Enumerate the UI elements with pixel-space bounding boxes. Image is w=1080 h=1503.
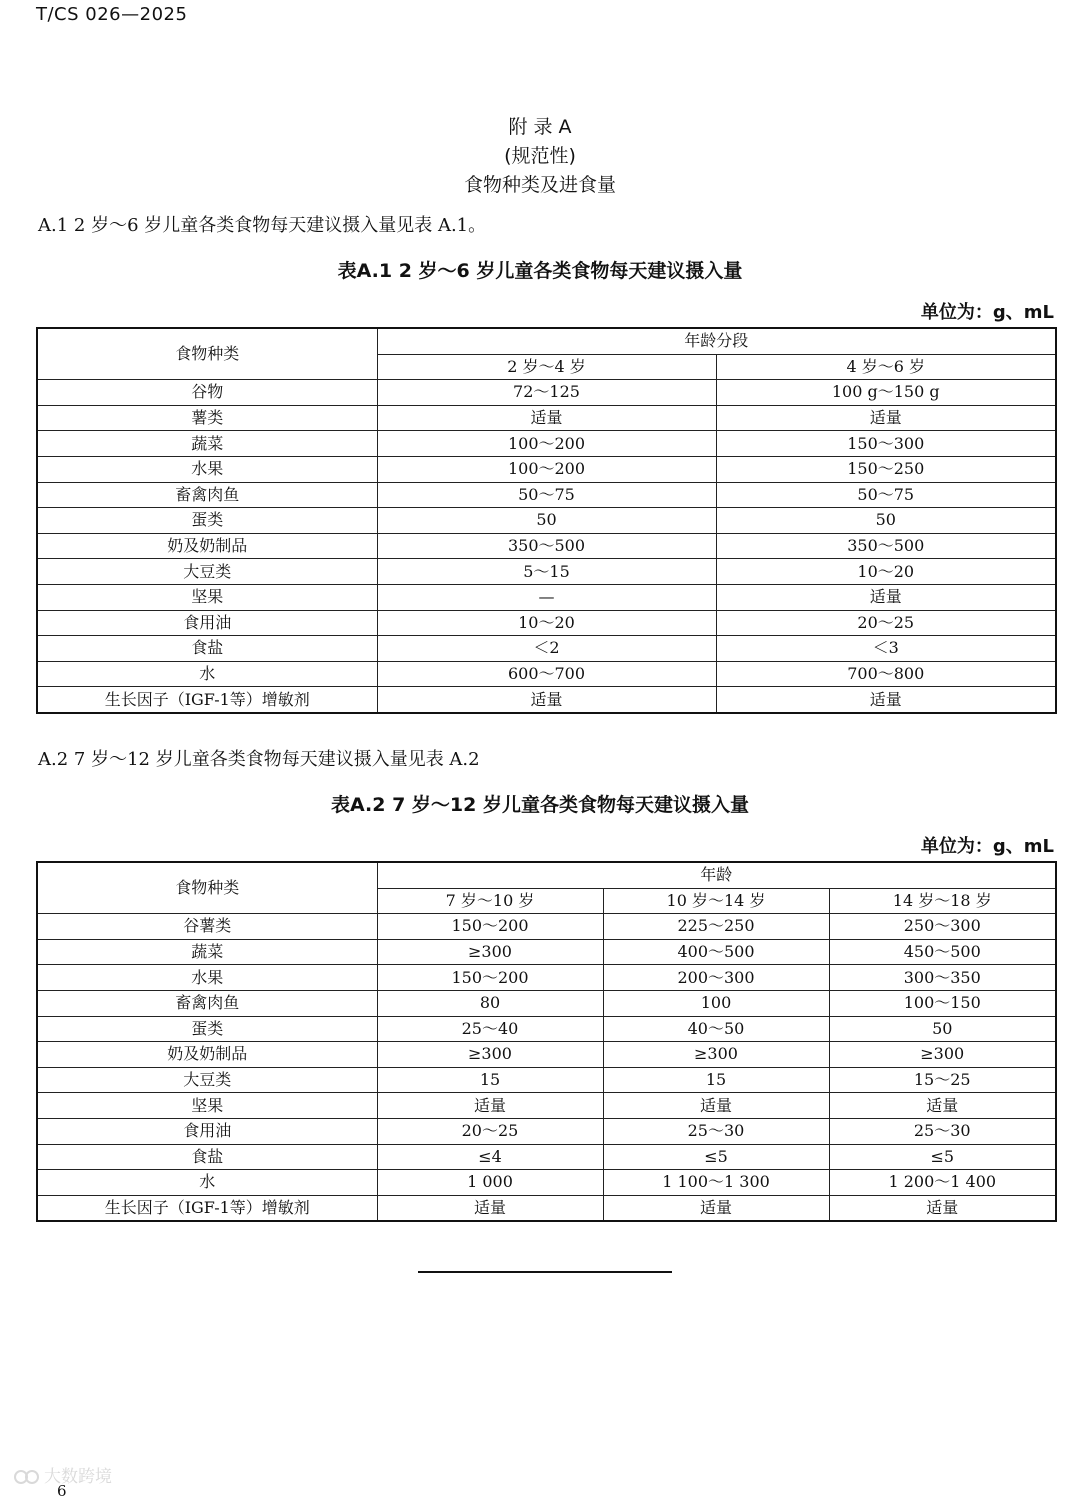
table-a2-value-cell: 150～200 [377, 914, 603, 940]
table-a2-food-cell: 生长因子（IGF-1等）增敏剂 [37, 1195, 377, 1221]
table-a1-value-cell: ＜2 [377, 636, 716, 662]
table-a2-value-cell: 200～300 [603, 965, 829, 991]
table-a1-value-cell: 适量 [377, 405, 716, 431]
appendix-subject: 食物种类及进食量 [463, 174, 616, 196]
table-a1-value-cell: 100～200 [377, 456, 716, 482]
table-a1-value-cell: 350～500 [716, 533, 1056, 559]
table-a2-row [37, 1144, 1056, 1170]
table-a2-value-cell: ≥300 [829, 1042, 1056, 1068]
table-a2-value-cell: 1 000 [377, 1170, 603, 1196]
table-a1-title: 表A.1 2 岁～6 岁儿童各类食物每天建议摄入量 [337, 260, 743, 282]
table-a2-food-cell: 大豆类 [37, 1067, 377, 1093]
table-a2-value-cell: 80 [377, 990, 603, 1016]
table-a2-title: 表A.2 7 岁～12 岁儿童各类食物每天建议摄入量 [330, 794, 749, 816]
table-a2-value-cell: 450～500 [829, 939, 1056, 965]
table-a2-group-header: 年龄 [377, 862, 1056, 888]
table-a1-row [37, 661, 1056, 687]
table-a2-unit: 单位为：g、mL [920, 836, 1054, 857]
table-a2-value-cell: 适量 [829, 1195, 1056, 1221]
table-a1-column-header: 2 岁～4 岁 [377, 354, 716, 380]
table-a2-column-header: 10 岁～14 岁 [603, 888, 829, 914]
table-a2 [36, 861, 1057, 1222]
table-a1-value-cell: 700～800 [716, 661, 1056, 687]
table-a2-row [37, 1042, 1056, 1068]
table-a1-value-cell: 50～75 [377, 482, 716, 508]
table-a1-value-cell: 600～700 [377, 661, 716, 687]
table-a1-row [37, 687, 1056, 713]
table-a2-column-header: 14 岁～18 岁 [829, 888, 1056, 914]
table-a1-row [37, 636, 1056, 662]
table-a1-value-cell: 适量 [716, 405, 1056, 431]
table-a2-food-cell: 水 [37, 1170, 377, 1196]
table-a2-value-cell: ≤4 [377, 1144, 603, 1170]
table-a1-body [37, 380, 1056, 713]
table-a1-value-cell: 50～75 [716, 482, 1056, 508]
table-a2-value-cell: ≥300 [603, 1042, 829, 1068]
table-a1-food-cell: 水 [37, 661, 377, 687]
table-a2-value-cell: 25～30 [829, 1118, 1056, 1144]
table-a2-food-cell: 谷薯类 [37, 914, 377, 940]
table-a2-value-cell: ≤5 [603, 1144, 829, 1170]
table-a2-row [37, 1170, 1056, 1196]
table-a1-value-cell: 150～300 [716, 431, 1056, 457]
table-a1-value-cell: 适量 [377, 687, 716, 713]
table-a1-food-cell: 食盐 [37, 636, 377, 662]
watermark-logo-icon [14, 1469, 40, 1485]
end-rule [418, 1271, 672, 1273]
table-a1-group-header: 年龄分段 [377, 328, 1056, 354]
table-a1-food-cell: 食用油 [37, 610, 377, 636]
table-a2-row [37, 1093, 1056, 1119]
table-a2-value-cell: 250～300 [829, 914, 1056, 940]
table-a1-value-cell: 适量 [716, 584, 1056, 610]
table-a1-row [37, 482, 1056, 508]
table-a2-row [37, 990, 1056, 1016]
table-a1-food-cell: 谷物 [37, 380, 377, 406]
table-a1-value-cell: 100 g～150 g [716, 380, 1056, 406]
table-a1-value-cell: 72～125 [377, 380, 716, 406]
table-a1-row [37, 508, 1056, 534]
table-a1-row [37, 533, 1056, 559]
table-a2-value-cell: 适量 [829, 1093, 1056, 1119]
table-a2-food-cell: 食盐 [37, 1144, 377, 1170]
table-a1-food-cell: 畜禽肉鱼 [37, 482, 377, 508]
table-a2-food-cell: 奶及奶制品 [37, 1042, 377, 1068]
table-a2-value-cell: 适量 [603, 1195, 829, 1221]
appendix-title: 附 录 A [508, 116, 572, 138]
table-a2-column-header: 7 岁～10 岁 [377, 888, 603, 914]
table-a2-value-cell: 20～25 [377, 1118, 603, 1144]
table-a1-food-cell: 大豆类 [37, 559, 377, 585]
table-a2-food-cell: 水果 [37, 965, 377, 991]
table-a2-value-cell: 400～500 [603, 939, 829, 965]
appendix-nature: (规范性) [504, 145, 576, 167]
table-a1-food-cell: 蛋类 [37, 508, 377, 534]
table-a1-column-header: 4 岁～6 岁 [716, 354, 1056, 380]
table-a2-value-cell: 15 [603, 1067, 829, 1093]
page-number: 6 [57, 1482, 67, 1500]
table-a1-food-cell: 蔬菜 [37, 431, 377, 457]
table-a1-unit: 单位为：g、mL [920, 302, 1054, 323]
table-a2-value-cell: 适量 [377, 1195, 603, 1221]
table-a2-food-cell: 畜禽肉鱼 [37, 990, 377, 1016]
table-a2-value-cell: 适量 [603, 1093, 829, 1119]
watermark-text: 大数跨境 [44, 1467, 112, 1487]
table-a1-value-cell: 5～15 [377, 559, 716, 585]
table-a2-value-cell: 225～250 [603, 914, 829, 940]
table-a2-row [37, 1118, 1056, 1144]
table-a2-food-cell: 坚果 [37, 1093, 377, 1119]
table-a2-row [37, 1195, 1056, 1221]
table-a2-food-cell: 蔬菜 [37, 939, 377, 965]
table-a2-value-cell: 300～350 [829, 965, 1056, 991]
document-code: T/CS 026—2025 [36, 4, 188, 25]
table-a1-food-cell: 坚果 [37, 584, 377, 610]
table-a1-value-cell: 50 [716, 508, 1056, 534]
table-a1-value-cell: 10～20 [716, 559, 1056, 585]
table-a2-value-cell: 50 [829, 1016, 1056, 1042]
table-a2-value-cell: 150～200 [377, 965, 603, 991]
table-a1-value-cell: 100～200 [377, 431, 716, 457]
table-a2-row [37, 914, 1056, 940]
table-a1-value-cell: 10～20 [377, 610, 716, 636]
table-a1-row [37, 584, 1056, 610]
table-a2-value-cell: 15 [377, 1067, 603, 1093]
table-a2-value-cell: 25～40 [377, 1016, 603, 1042]
table-a2-value-cell: 100 [603, 990, 829, 1016]
table-a1-food-cell: 水果 [37, 456, 377, 482]
table-a1-value-cell: — [377, 584, 716, 610]
table-a2-value-cell: ≥300 [377, 1042, 603, 1068]
table-a2-row [37, 1016, 1056, 1042]
table-a1-row [37, 456, 1056, 482]
table-a2-body [37, 914, 1056, 1222]
section-a1-text: A.1 2 岁～6 岁儿童各类食物每天建议摄入量见表 A.1。 [38, 215, 487, 236]
table-a1-food-cell: 薯类 [37, 405, 377, 431]
table-a2-value-cell: 适量 [377, 1093, 603, 1119]
table-a1-row [37, 431, 1056, 457]
table-a2-value-cell: ≤5 [829, 1144, 1056, 1170]
table-a1-row [37, 380, 1056, 406]
table-a2-value-cell: 15～25 [829, 1067, 1056, 1093]
table-a1-value-cell: 20～25 [716, 610, 1056, 636]
table-a1-row [37, 559, 1056, 585]
table-a2-row [37, 939, 1056, 965]
table-a1-value-cell: 适量 [716, 687, 1056, 713]
table-a2-row-header: 食物种类 [37, 862, 377, 914]
table-a1 [36, 327, 1057, 714]
table-a1-row [37, 405, 1056, 431]
table-a1-value-cell: 350～500 [377, 533, 716, 559]
table-a2-food-cell: 蛋类 [37, 1016, 377, 1042]
table-a1-row [37, 610, 1056, 636]
table-a2-food-cell: 食用油 [37, 1118, 377, 1144]
table-a1-value-cell: ＜3 [716, 636, 1056, 662]
table-a2-value-cell: 25～30 [603, 1118, 829, 1144]
table-a2-value-cell: 1 100～1 300 [603, 1170, 829, 1196]
table-a2-value-cell: ≥300 [377, 939, 603, 965]
table-a1-value-cell: 50 [377, 508, 716, 534]
section-a2-text: A.2 7 岁～12 岁儿童各类食物每天建议摄入量见表 A.2 [38, 749, 480, 770]
table-a1-row-header: 食物种类 [37, 328, 377, 380]
table-a2-row [37, 1067, 1056, 1093]
table-a2-value-cell: 1 200～1 400 [829, 1170, 1056, 1196]
table-a2-value-cell: 100～150 [829, 990, 1056, 1016]
table-a2-row [37, 965, 1056, 991]
table-a2-value-cell: 40～50 [603, 1016, 829, 1042]
table-a1-food-cell: 生长因子（IGF-1等）增敏剂 [37, 687, 377, 713]
table-a1-food-cell: 奶及奶制品 [37, 533, 377, 559]
table-a1-value-cell: 150～250 [716, 456, 1056, 482]
